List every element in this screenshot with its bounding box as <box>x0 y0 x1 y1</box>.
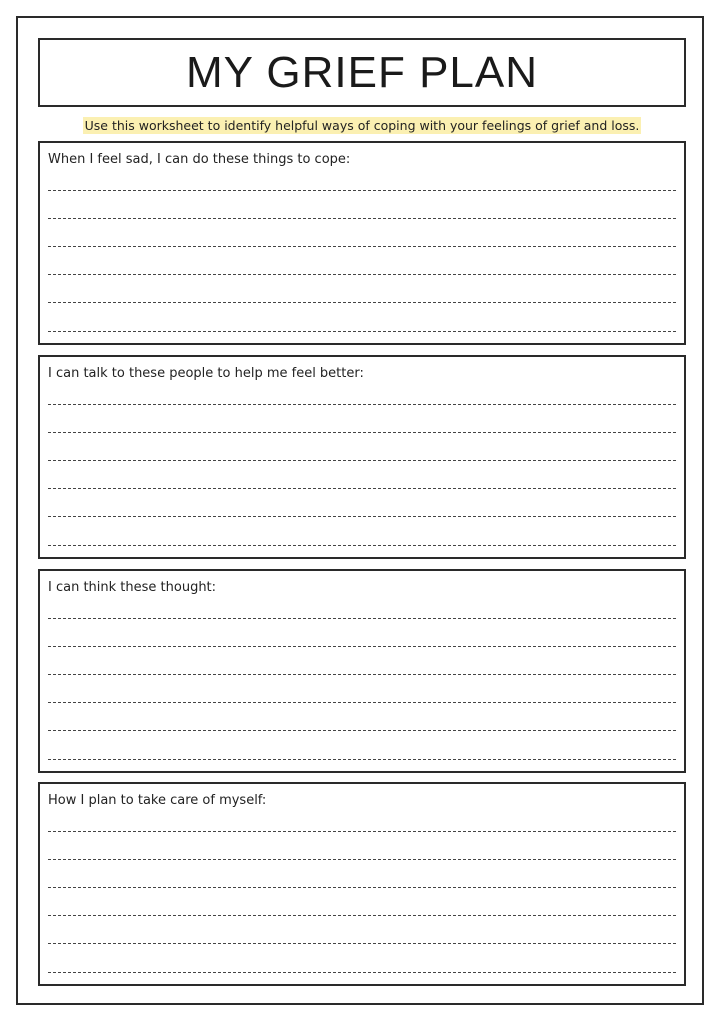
writing-line[interactable] <box>48 190 676 191</box>
instruction-text: Use this worksheet to identify helpful ways of coping with your feelings of grief and loss. <box>84 118 640 133</box>
writing-line[interactable] <box>48 730 676 731</box>
writing-line[interactable] <box>48 545 676 546</box>
writing-line[interactable] <box>48 831 676 832</box>
writing-line[interactable] <box>48 246 676 247</box>
writing-line[interactable] <box>48 972 676 973</box>
writing-line[interactable] <box>48 759 676 760</box>
section-label: I can think these thought: <box>48 580 217 595</box>
section-label: I can talk to these people to help me feel better: <box>48 366 364 381</box>
section-cope <box>38 141 686 345</box>
writing-line[interactable] <box>48 702 676 703</box>
writing-line[interactable] <box>48 302 676 303</box>
writing-line[interactable] <box>48 404 676 405</box>
writing-line[interactable] <box>48 859 676 860</box>
writing-line[interactable] <box>48 331 676 332</box>
writing-line[interactable] <box>48 460 676 461</box>
writing-line[interactable] <box>48 516 676 517</box>
section-people <box>38 355 686 559</box>
title-box <box>38 38 686 107</box>
section-thoughts <box>38 569 686 773</box>
writing-line[interactable] <box>48 646 676 647</box>
writing-line[interactable] <box>48 432 676 433</box>
writing-line[interactable] <box>48 618 676 619</box>
writing-line[interactable] <box>48 218 676 219</box>
writing-line[interactable] <box>48 887 676 888</box>
section-label: How I plan to take care of myself: <box>48 793 267 808</box>
section-label: When I feel sad, I can do these things to cope: <box>48 152 351 167</box>
writing-line[interactable] <box>48 943 676 944</box>
writing-line[interactable] <box>48 915 676 916</box>
writing-line[interactable] <box>48 274 676 275</box>
section-self-care <box>38 782 686 986</box>
writing-line[interactable] <box>48 674 676 675</box>
instruction-row <box>0 115 724 134</box>
page-title: MY GRIEF PLAN <box>185 47 539 97</box>
writing-line[interactable] <box>48 488 676 489</box>
